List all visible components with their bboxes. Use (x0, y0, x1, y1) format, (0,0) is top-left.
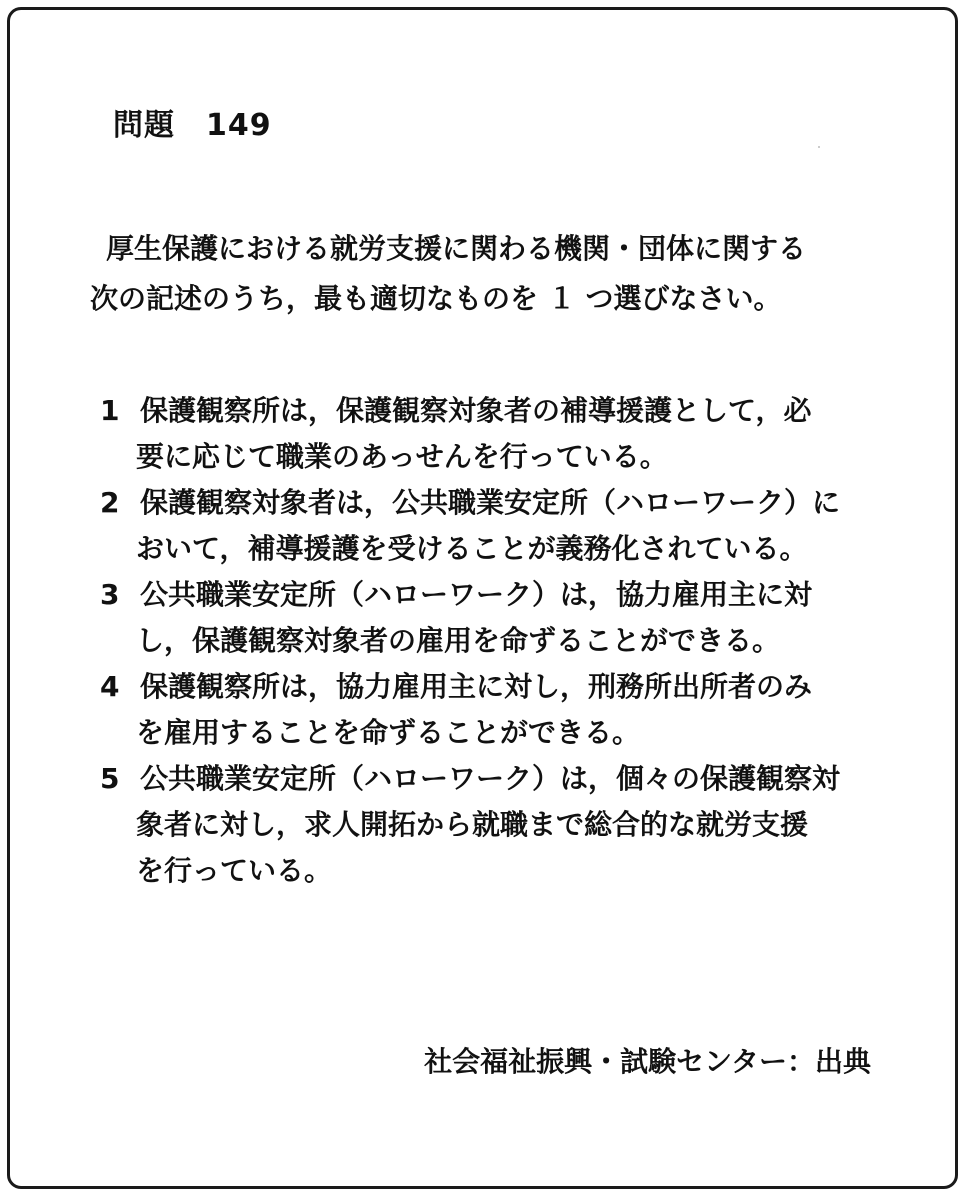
option-text: 保護観察所は，保護観察対象者の補導援護として，必 (140, 394, 812, 427)
question-line-2: 次の記述のうち，最も適切なものを １ つ選びなさい。 (90, 282, 782, 315)
option-text: 公共職業安定所（ハローワーク）は，協力雇用主に対 (140, 578, 813, 611)
options-list (96, 388, 876, 894)
option-1 (96, 388, 876, 480)
option-4 (96, 664, 876, 756)
option-text: おいて，補導援護を受けることが義務化されている。 (136, 532, 808, 565)
question-text (90, 224, 870, 324)
option-text: 保護観察対象者は，公共職業安定所（ハローワーク）に (140, 486, 841, 519)
option-text: し，保護観察対象者の雇用を命ずることができる。 (136, 624, 781, 657)
option-text: 象者に対し，求人開拓から就職まで総合的な就労支援 (136, 808, 809, 841)
problem-title: 問題 149 (113, 108, 272, 143)
question-line-1: 厚生保護における就労支援に関わる機関・団体に関する (106, 232, 807, 265)
speck (818, 146, 820, 148)
option-text: を雇用することを命ずることができる。 (136, 716, 641, 749)
option-number: 3 (100, 578, 120, 611)
option-2 (96, 480, 876, 572)
option-text: 要に応じて職業のあっせんを行っている。 (136, 440, 668, 473)
option-text: を行っている。 (136, 854, 333, 887)
option-3 (96, 572, 876, 664)
source-credit: 社会福祉振興・試験センター：出典 (424, 1045, 871, 1078)
option-text: 保護観察所は，協力雇用主に対し，刑務所出所者のみ (140, 670, 813, 703)
option-number: 2 (100, 486, 120, 519)
option-5 (96, 756, 876, 894)
option-number: 5 (100, 762, 120, 795)
option-number: 4 (100, 670, 120, 703)
option-text: 公共職業安定所（ハローワーク）は，個々の保護観察対 (140, 762, 841, 795)
option-number: 1 (100, 394, 120, 427)
